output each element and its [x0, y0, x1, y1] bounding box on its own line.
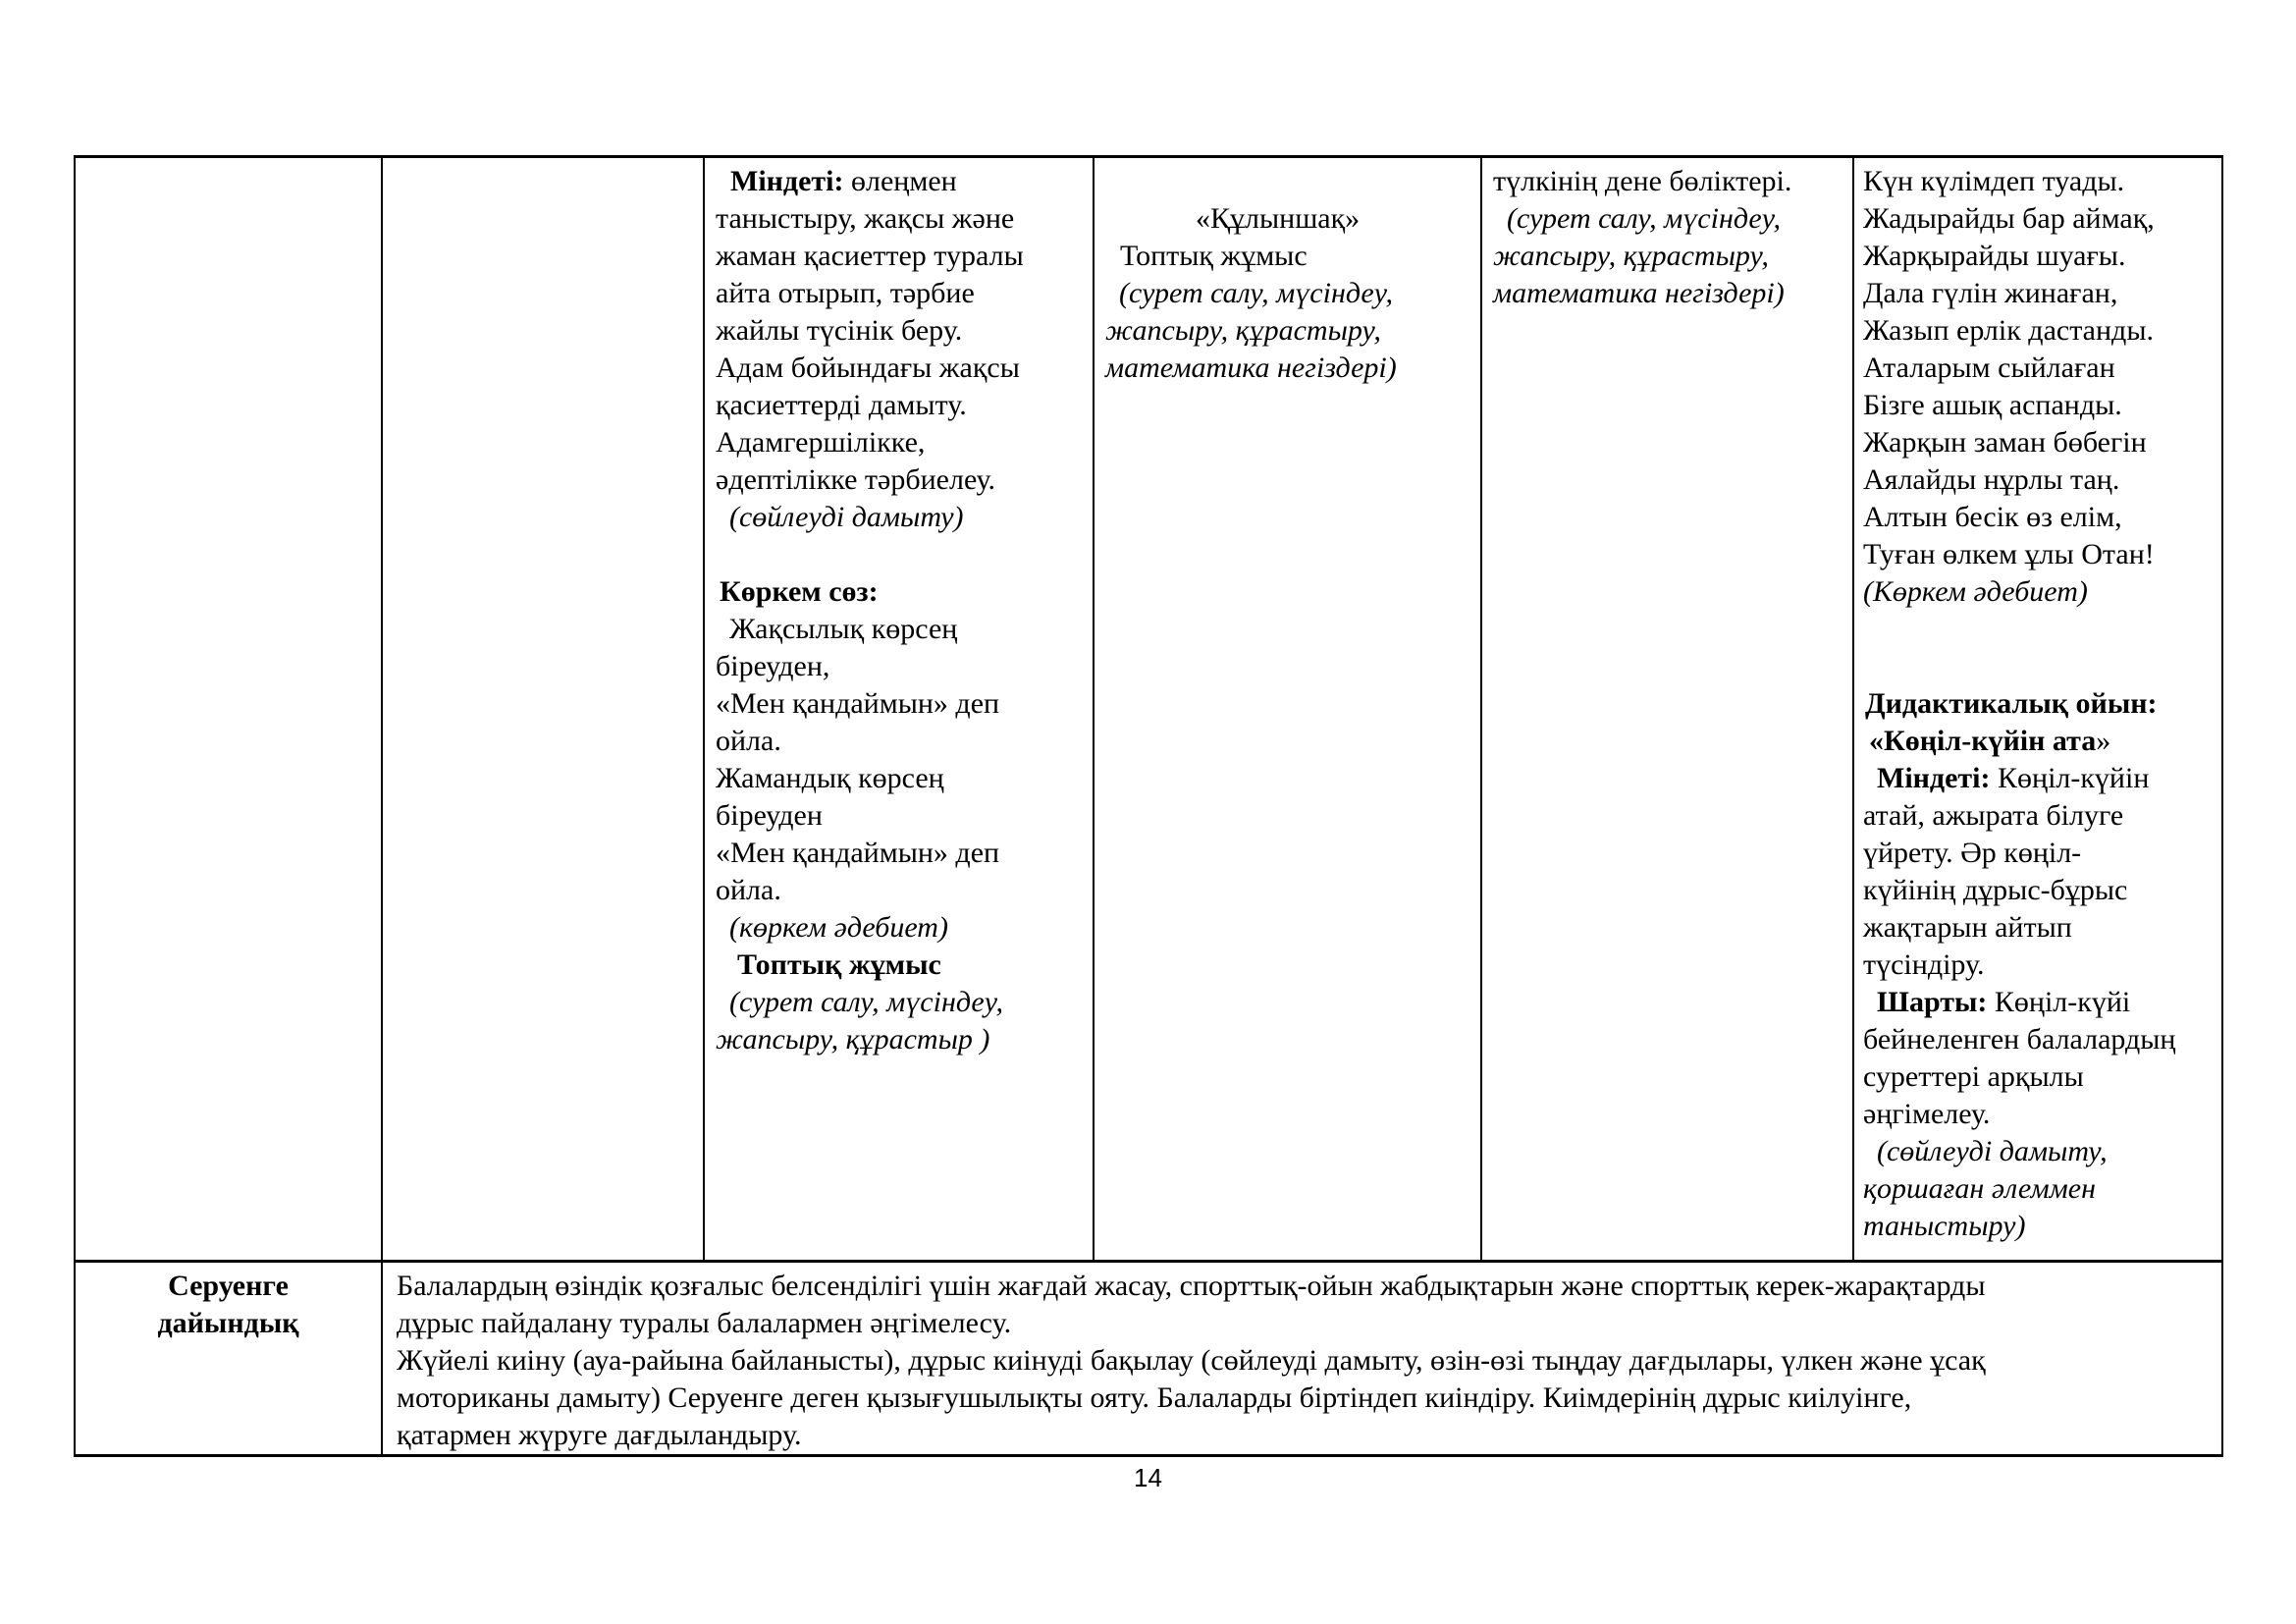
activity-title: «Құлыншақ»	[1196, 202, 1361, 235]
task-text-line: түсіндіру.	[1863, 948, 1985, 981]
poem-line: «Мен қандаймын» деп	[716, 687, 1000, 720]
subject-area: математика негіздері)	[1105, 352, 1397, 384]
poem-line: ойла.	[716, 725, 781, 757]
activity-cell-col4	[1105, 200, 1478, 387]
rule-text-line: суреттері арқылы	[1863, 1060, 2084, 1093]
table-border-top	[74, 155, 2223, 158]
task-text-line: айта отырып, тәрбие	[716, 277, 975, 309]
subject-area: жапсыру, құрастыру,	[1105, 314, 1381, 347]
poem-line: Дала гүлін жинаған,	[1863, 277, 2118, 309]
poem-line: Жадырайды бар аймақ,	[1863, 202, 2155, 235]
poem-line: «Мен қандаймын» деп	[716, 837, 1000, 869]
subject-area: математика негіздері)	[1493, 277, 1785, 309]
poem-line: Күн күлімдеп туады.	[1863, 165, 2125, 197]
rule-text-line: әңгімелеу.	[1863, 1098, 1991, 1130]
subject-area: (сөйлеуді дамыту,	[1877, 1135, 2108, 1167]
task-line: Міндеті: Көңіл-күйін	[1877, 762, 2150, 794]
walk-prep-label	[76, 1268, 381, 1342]
rule-text-line: бейнеленген балалардың	[1863, 1023, 2176, 1056]
subject-area: жапсыру, құрастыр )	[716, 1023, 990, 1056]
row-label-line: Серуенге	[168, 1270, 289, 1302]
poem-line: Жарқын заман бөбегін	[1863, 426, 2147, 459]
task-line: Міндеті: өлеңмен	[730, 165, 957, 197]
column-divider	[1480, 155, 1482, 1262]
task-text-line: жақтарын айтып	[1863, 911, 2072, 944]
column-divider	[1093, 155, 1095, 1262]
poem-line: Жарқырайды шуағы.	[1863, 240, 2126, 272]
table-border-right	[2221, 155, 2223, 1457]
subject-area: (сурет салу, мүсіндеу,	[1119, 277, 1394, 309]
subject-area: (Көркем әдебиет)	[1863, 575, 2088, 608]
poem-line: Туған өлкем ұлы Отан!	[1863, 538, 2155, 570]
subject-area: таныстыру)	[1863, 1210, 2026, 1242]
activity-type: Топтық жұмыс	[1120, 240, 1308, 272]
poem-line: Бізге ашық аспанды.	[1863, 389, 2122, 421]
game-name: «Көңіл-күйін ата»	[1869, 725, 2111, 757]
task-label: Міндеті:	[1877, 762, 1991, 794]
page-number: 14	[1134, 1463, 1162, 1492]
column-divider	[381, 155, 383, 1457]
task-text-line: Адамгершілікке,	[716, 426, 926, 459]
paragraph-line: дұрыс пайдалану туралы балалармен әңгімелесу.	[397, 1307, 1012, 1339]
task-text-line: Адам бойындағы жақсы	[716, 352, 1020, 384]
paragraph-line: моториканы дамыту) Серуенге деген қызығушылықты ояту. Балаларды біртіндеп киіндіру. Киімдерінің дұрыс киілуінге,	[397, 1381, 1912, 1414]
activity-text: түлкінің дене бөліктері.	[1493, 165, 1792, 197]
schedule-table	[74, 155, 2223, 1457]
subject-area: (сурет салу, мүсіндеу,	[1507, 202, 1782, 235]
task-text-line: атай, ажырата білуге	[1863, 799, 2124, 832]
row-divider	[74, 1260, 2223, 1263]
poem-line: Аялайды нұрлы таң.	[1863, 463, 2120, 496]
poem-line: Жазып ерлік дастанды.	[1863, 314, 2154, 347]
subject-area: (сөйлеуді дамыту)	[729, 501, 964, 533]
poem-line: ойла.	[716, 874, 781, 906]
poem-line: Жақсылық көрсең	[729, 613, 958, 645]
task-text-line: жаман қасиеттер туралы	[716, 240, 1024, 272]
table-border-bottom	[74, 1454, 2223, 1457]
paragraph-line: Балалардың өзіндік қозғалыс белсенділігі үшін жағдай жасау, спорттық-ойын жабдықтарын және спорттық керек-жарақтарды	[397, 1270, 1986, 1302]
paragraph-line: қатармен жүруге дағдыландыру.	[397, 1419, 802, 1451]
paragraph-line: Жүйелі киіну (ауа-райына байланысты), дұрыс киінуді бақылау (сөйлеуді дамыту, өзін-өзі тыңдау дағдылары, үлкен және ұсақ	[397, 1344, 1986, 1377]
activity-cell-col5	[1493, 163, 1848, 312]
group-work-label: Топтық жұмыс	[737, 948, 941, 981]
subject-area: (сурет салу, мүсіндеу,	[729, 986, 1004, 1018]
task-text-line: күйінің дұрыс-бұрыс	[1863, 874, 2128, 906]
task-text-line: үйрету. Әр көңіл-	[1863, 837, 2082, 869]
subject-area: (көркем әдебиет)	[729, 911, 948, 944]
spacer	[1863, 648, 2221, 685]
rule-label: Шарты:	[1877, 986, 1988, 1018]
walk-prep-text	[397, 1268, 2217, 1454]
task-text-line: жайлы түсінік беру.	[716, 314, 963, 347]
row-label-line: дайындық	[157, 1307, 299, 1339]
spacer	[1863, 611, 2221, 648]
poem-line: Аталарым сыйлаған	[1863, 352, 2115, 384]
activity-cell-col3	[716, 163, 1089, 1058]
table-border-left	[74, 155, 76, 1457]
rule-line: Шарты: Көңіл-күйі	[1877, 986, 2131, 1018]
column-divider	[1852, 155, 1854, 1262]
task-label: Міндеті:	[730, 165, 844, 197]
poem-line: Алтын бесік өз елім,	[1863, 501, 2122, 533]
activity-cell-col6	[1863, 163, 2221, 1245]
task-text-line: таныстыру, жақсы және	[716, 202, 1015, 235]
spacer	[716, 536, 1089, 573]
poem-line: біреуден	[716, 799, 823, 832]
subject-area: жапсыру, құрастыру,	[1493, 240, 1769, 272]
poem-line: Жамандық көрсең	[716, 762, 944, 794]
didactic-game-label: Дидактикалық ойын:	[1865, 687, 2158, 720]
task-text-line: әдептілікке тәрбиелеу.	[716, 463, 996, 496]
column-divider	[703, 155, 705, 1262]
art-word-label: Көркем сөз:	[720, 575, 879, 608]
task-text-line: қасиеттерді дамыту.	[716, 389, 967, 421]
poem-line: біреуден,	[716, 650, 830, 682]
subject-area: қоршаған әлеммен	[1863, 1172, 2096, 1205]
